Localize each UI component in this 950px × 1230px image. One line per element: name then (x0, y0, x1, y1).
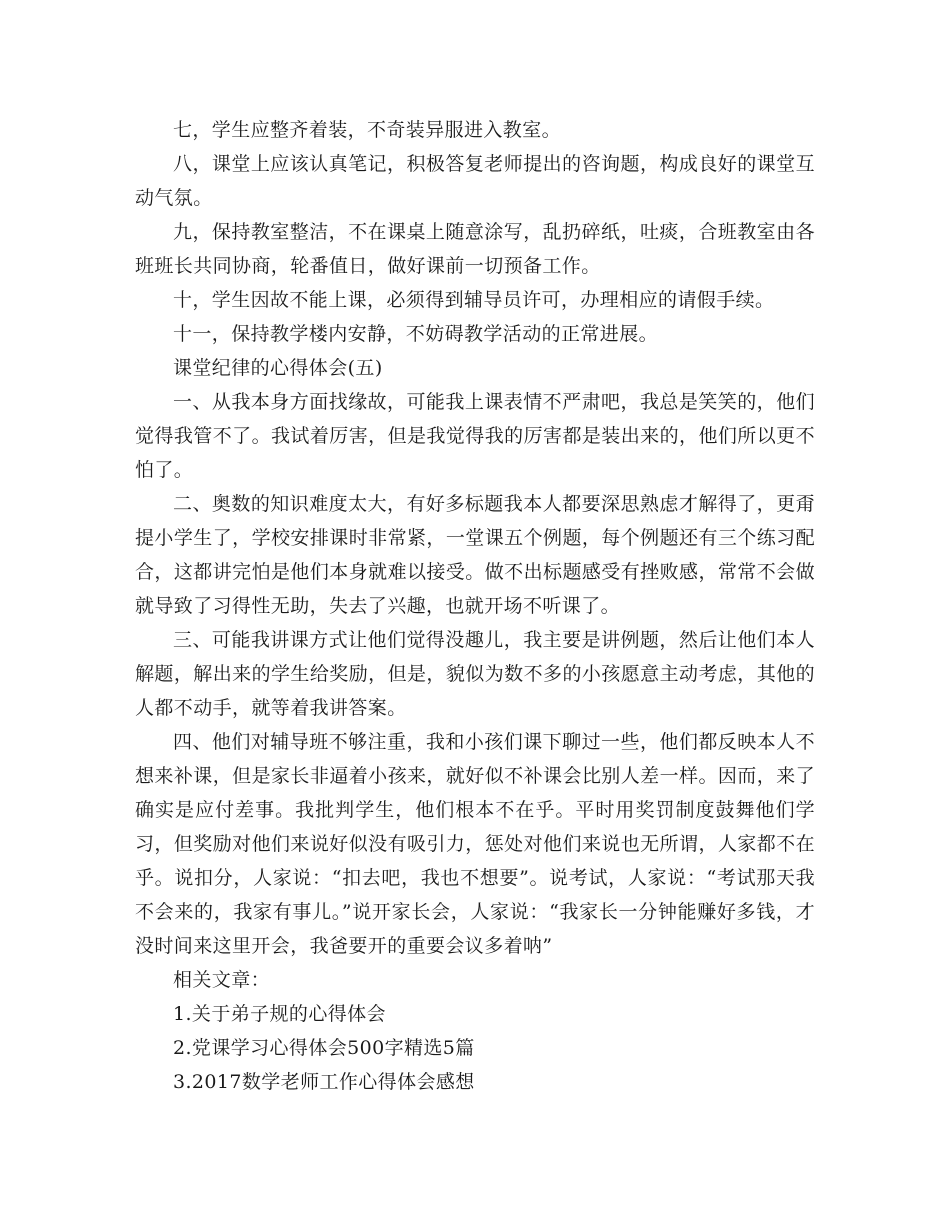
paragraph-point-4: 四、他们对辅导班不够注重，我和小孩们课下聊过一些，他们都反映本人不想来补课，但是家长非逼着小孩来，就好似不补课会比别人差一样。因而，来了确实是应付差事。我批判学生，他们根本不在乎。平时用奖罚制度鼓舞他们学习，但奖励对他们来说好似没有吸引力，惩处对他们来说也无所谓，人家都不在乎。说扣分，人家说：“扣去吧，我也不想要”。说考试，人家说：“考试那天我不会来的，我家有事儿。”说开家长会，人家说：“我家长一分钟能赚好多钱，才没时间来这里开会，我爸要开的重要会议多着呐” (135, 731, 815, 957)
paragraph-point-2: 二、奥数的知识难度太大，有好多标题我本人都要深思熟虑才解得了，更甭提小学生了，学校安排课时非常紧，一堂课五个例题，每个例题还有三个练习配合，这都讲完怕是他们本身就难以接受。做不出标题感受有挫败感，常常不会做就导致了习得性无助，失去了兴趣，也就开场不听课了。 (135, 493, 815, 617)
related-article-link[interactable]: 2.党课学习心得体会500字精选5篇 (173, 1037, 475, 1059)
related-article-link[interactable]: 3.2017数学老师工作心得体会感想 (173, 1071, 475, 1093)
paragraph-rule-7: 七，学生应整齐着装，不奇装异服进入教室。 (173, 119, 562, 141)
section-heading: 课堂纪律的心得体会(五) (173, 357, 383, 379)
document-body (135, 113, 815, 1099)
paragraph-rule-10: 十，学生因故不能上课，必须得到辅导员许可，办理相应的请假手续。 (173, 289, 775, 311)
paragraph-point-1: 一、从我本身方面找缘故，可能我上课表情不严肃吧，我总是笑笑的，他们觉得我管不了。我试着厉害，但是我觉得我的厉害都是装出来的，他们所以更不怕了。 (135, 391, 815, 481)
related-articles-heading: 相关文章： (173, 969, 271, 991)
related-articles-list (135, 997, 815, 1099)
related-article-link[interactable]: 1.关于弟子规的心得体会 (173, 1003, 386, 1025)
paragraph-rule-8: 八，课堂上应该认真笔记，积极答复老师提出的咨询题，构成良好的课堂互动气氛。 (135, 153, 815, 209)
paragraph-point-3: 三、可能我讲课方式让他们觉得没趣儿，我主要是讲例题，然后让他们本人解题，解出来的学生给奖励，但是，貌似为数不多的小孩愿意主动考虑，其他的人都不动手，就等着我讲答案。 (135, 629, 815, 719)
paragraph-rule-9: 九，保持教室整洁，不在课桌上随意涂写，乱扔碎纸，吐痰，合班教室由各班班长共同协商，轮番值日，做好课前一切预备工作。 (135, 221, 815, 277)
paragraph-rule-11: 十一，保持教学楼内安静，不妨碍教学活动的正常进展。 (173, 323, 659, 345)
